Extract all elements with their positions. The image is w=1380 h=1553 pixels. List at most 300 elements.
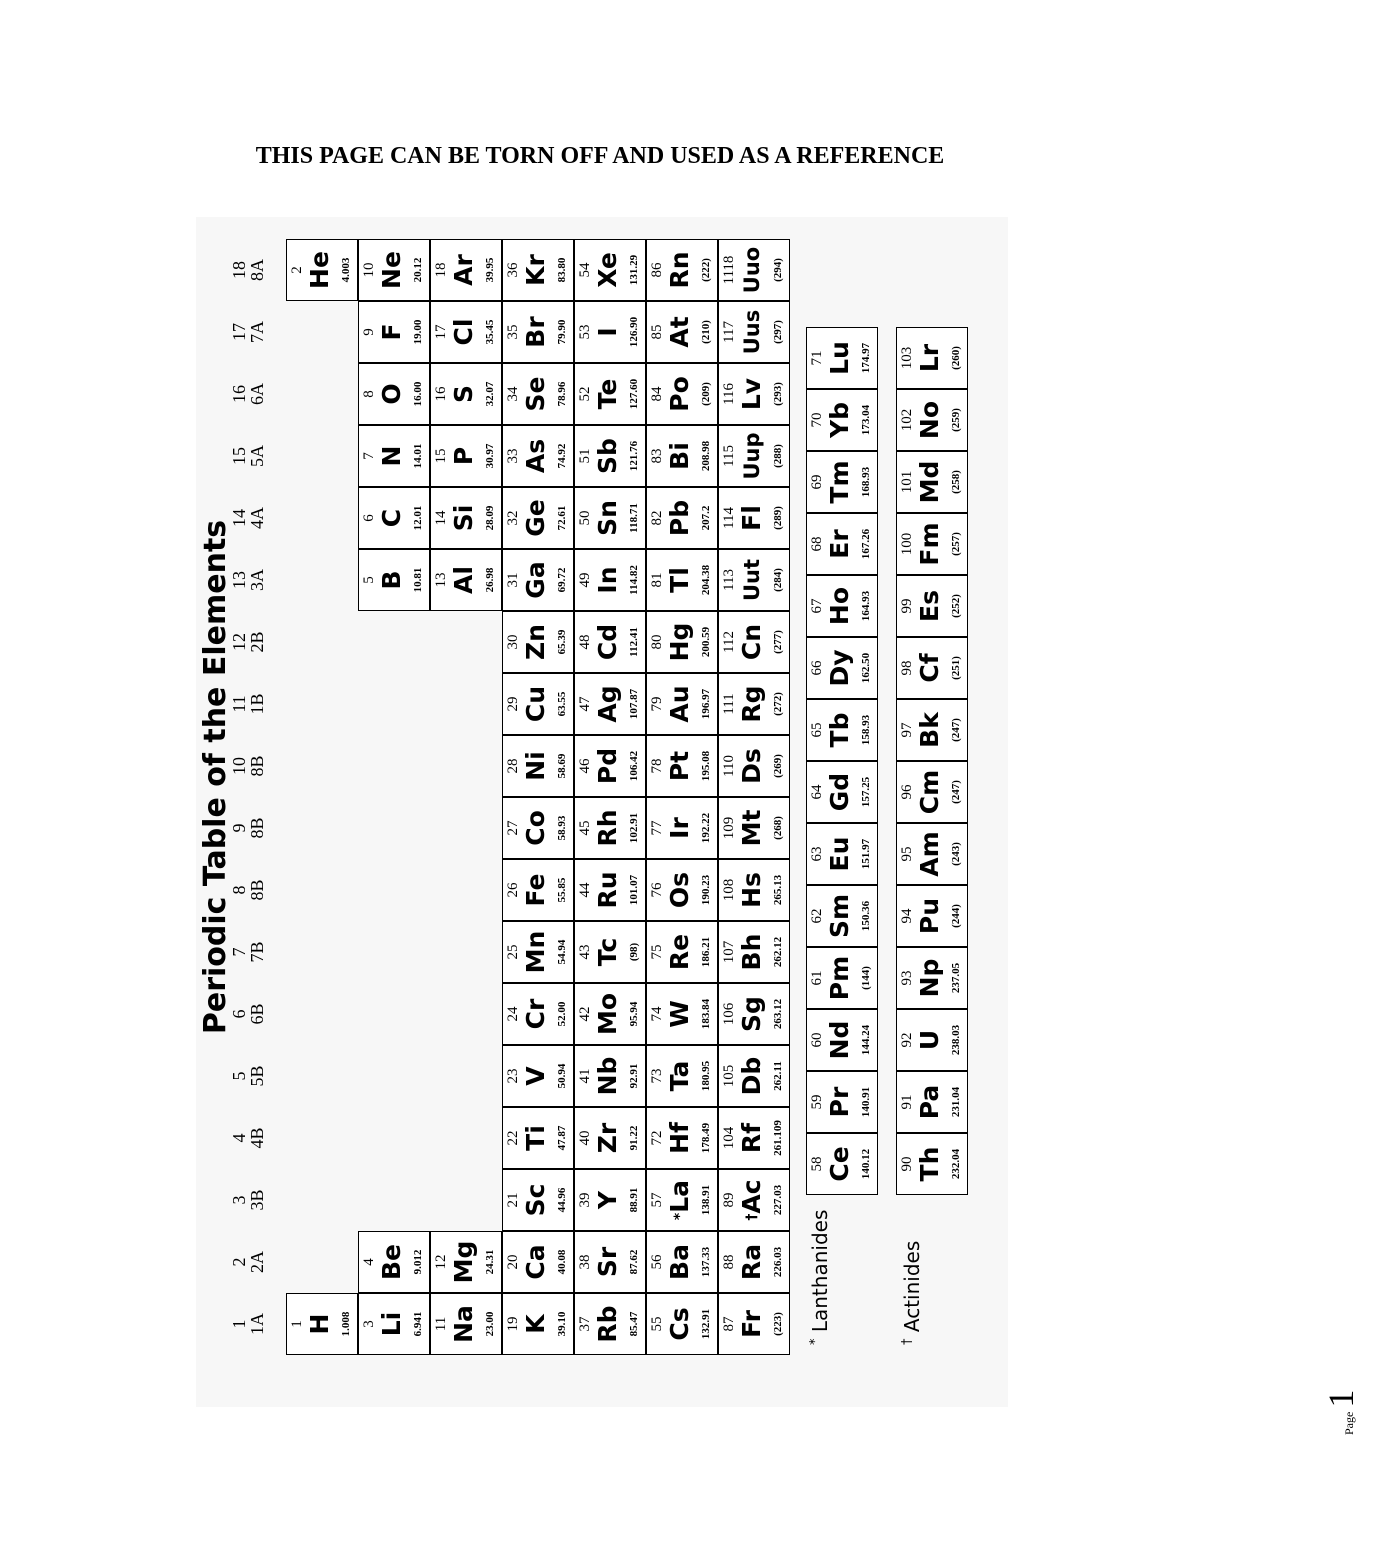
atomic-mass: 126.90 (628, 316, 640, 348)
element-symbol (521, 860, 551, 920)
element-symbol-text: Mo (593, 992, 622, 1036)
element-cell (806, 513, 878, 575)
element-cell (896, 1071, 968, 1133)
atomic-number: 40 (577, 1130, 593, 1146)
atomic-number: 99 (899, 598, 915, 614)
atomic-mass: 92.91 (628, 1063, 640, 1089)
group-label: 2A (247, 1251, 267, 1273)
atomic-mass: 85.47 (628, 1311, 640, 1337)
atomic-mass: 174.97 (860, 342, 872, 374)
element-symbol (737, 674, 767, 734)
atomic-number: 7 (361, 452, 377, 460)
atomic-number: 71 (809, 350, 825, 366)
element-cell (502, 983, 574, 1045)
atomic-mass: 30.97 (484, 443, 496, 469)
element-cell (574, 611, 646, 673)
atomic-number: 53 (577, 324, 593, 340)
group-header (230, 1231, 266, 1293)
element-cell (574, 425, 646, 487)
element-symbol-text: Ir (665, 817, 694, 839)
atomic-number: 95 (899, 846, 915, 862)
atomic-mass: 58.69 (556, 753, 568, 779)
element-symbol-text: Ar (449, 254, 478, 286)
element-symbol (593, 612, 623, 672)
element-symbol (915, 886, 945, 946)
group-header (230, 1293, 266, 1355)
element-symbol (915, 1072, 945, 1132)
element-cell (718, 797, 790, 859)
element-symbol-text: Rg (737, 685, 766, 723)
group-label: 1A (247, 1313, 267, 1335)
atomic-mass: 226.03 (772, 1246, 784, 1278)
atomic-number: 12 (433, 1254, 449, 1270)
element-symbol-text: As (521, 438, 550, 474)
atomic-number: 38 (577, 1254, 593, 1270)
element-symbol-text: At (665, 316, 694, 348)
element-cell (502, 1107, 574, 1169)
atomic-mass: 140.91 (860, 1086, 872, 1118)
element-symbol-text: Os (665, 871, 694, 909)
element-symbol-text: Cm (915, 769, 944, 815)
element-cell (718, 983, 790, 1045)
element-symbol-text: Pm (825, 955, 854, 1001)
group-label: 8B (247, 817, 267, 839)
element-cell (718, 239, 790, 301)
element-symbol (521, 798, 551, 858)
element-cell (574, 735, 646, 797)
atomic-number: 4 (361, 1258, 377, 1266)
atomic-number: 39 (577, 1192, 593, 1208)
element-cell (502, 1169, 574, 1231)
element-symbol (521, 364, 551, 424)
element-symbol-text: Rf (737, 1122, 766, 1154)
element-symbol-text: Mt (737, 809, 766, 847)
group-number: 16 (229, 385, 249, 403)
atomic-number: 56 (649, 1254, 665, 1270)
atomic-number: 44 (577, 882, 593, 898)
element-symbol (665, 674, 695, 734)
series-marker: † (744, 1213, 760, 1221)
element-cell (646, 921, 718, 983)
atomic-mass: (269) (772, 754, 784, 778)
atomic-mass: (260) (950, 346, 962, 370)
element-cell (430, 425, 502, 487)
element-symbol-text: Uuo (740, 246, 764, 294)
atomic-number: 49 (577, 572, 593, 588)
group-number: 3 (229, 1195, 249, 1205)
atomic-number: 115 (721, 445, 737, 467)
element-symbol (377, 426, 407, 486)
atomic-number: 26 (505, 882, 521, 898)
element-cell (574, 487, 646, 549)
atomic-number: 21 (505, 1192, 521, 1208)
element-cell (358, 239, 430, 301)
element-cell (646, 983, 718, 1045)
atomic-number: 23 (505, 1068, 521, 1084)
element-symbol-text: Hs (737, 872, 766, 908)
element-symbol-text: Rn (665, 251, 694, 289)
atomic-mass: 158.93 (860, 714, 872, 746)
element-cell (286, 239, 358, 301)
element-symbol-text: Ru (593, 871, 622, 909)
atomic-number: 109 (721, 816, 737, 840)
element-symbol (593, 302, 623, 362)
atomic-number: 13 (433, 572, 449, 588)
atomic-number: 61 (809, 970, 825, 986)
element-cell (502, 859, 574, 921)
element-cell (646, 301, 718, 363)
atomic-number: 81 (649, 572, 665, 588)
atomic-mass: 14.01 (412, 443, 424, 469)
group-label: 3B (247, 1189, 267, 1211)
atomic-mass: 55.85 (556, 877, 568, 903)
element-symbol-text: Sb (593, 438, 622, 474)
element-cell (502, 1045, 574, 1107)
group-label: 8A (247, 259, 267, 281)
element-symbol (665, 1294, 695, 1354)
atomic-number: 75 (649, 944, 665, 960)
element-symbol (665, 612, 695, 672)
element-symbol-text: Se (521, 376, 550, 412)
element-cell (502, 301, 574, 363)
element-symbol (449, 364, 479, 424)
actinides-label-text: Actinides (900, 1240, 924, 1333)
group-header (230, 983, 266, 1045)
atomic-mass: 180.95 (700, 1060, 712, 1092)
element-symbol-text: Uup (740, 432, 764, 480)
element-symbol-text: Lr (915, 343, 944, 373)
element-cell (574, 1169, 646, 1231)
atomic-mass: 167.26 (860, 528, 872, 560)
element-symbol (825, 514, 855, 574)
element-cell (574, 239, 646, 301)
element-cell (574, 301, 646, 363)
atomic-number: 93 (899, 970, 915, 986)
element-cell (574, 921, 646, 983)
atomic-mass: 238.03 (950, 1024, 962, 1056)
atomic-mass: 132.91 (700, 1308, 712, 1340)
atomic-number: 37 (577, 1316, 593, 1332)
element-symbol-text: Cd (593, 623, 622, 661)
element-symbol (825, 390, 855, 450)
element-cell (806, 575, 878, 637)
atomic-mass: 19.00 (412, 319, 424, 345)
atomic-number: 72 (649, 1130, 665, 1146)
element-symbol-text: Fr (737, 1310, 766, 1338)
element-cell (718, 549, 790, 611)
atomic-number: 43 (577, 944, 593, 960)
element-symbol-text: Xe (593, 252, 622, 288)
atomic-number: 106 (721, 1002, 737, 1026)
element-symbol-text: No (915, 400, 944, 440)
atomic-number: 22 (505, 1130, 521, 1146)
element-symbol (915, 328, 945, 388)
element-cell (646, 1169, 718, 1231)
atomic-number: 113 (721, 569, 737, 591)
element-cell (430, 549, 502, 611)
element-cell (718, 673, 790, 735)
element-cell (502, 797, 574, 859)
element-cell (646, 673, 718, 735)
atomic-number: 20 (505, 1254, 521, 1270)
atomic-mass: 88.91 (628, 1187, 640, 1213)
atomic-mass: 261.109 (772, 1120, 784, 1156)
element-symbol-text: Zr (593, 1122, 622, 1154)
atomic-mass: 131.29 (628, 254, 640, 286)
atomic-number: 96 (899, 784, 915, 800)
element-symbol (825, 1010, 855, 1070)
atomic-number: 116 (721, 383, 737, 405)
element-symbol (665, 798, 695, 858)
atomic-mass: 23.00 (484, 1311, 496, 1337)
element-cell (646, 425, 718, 487)
atomic-mass: 121.76 (628, 440, 640, 472)
element-symbol-text: V (521, 1066, 550, 1086)
group-label: 2B (247, 631, 267, 653)
element-symbol (377, 302, 407, 362)
atomic-number: 68 (809, 536, 825, 552)
atomic-number: 69 (809, 474, 825, 490)
element-symbol-text: Am (915, 831, 944, 877)
element-symbol (915, 514, 945, 574)
element-symbol-text: Hf (665, 1122, 694, 1154)
atomic-number: 36 (505, 262, 521, 278)
atomic-mass: (257) (950, 532, 962, 556)
atomic-mass: 24.31 (484, 1249, 496, 1275)
page-word: Page (1342, 1411, 1356, 1435)
element-symbol (521, 1170, 551, 1230)
element-symbol (915, 576, 945, 636)
element-symbol-text: Er (825, 529, 854, 559)
element-cell (718, 921, 790, 983)
group-number: 9 (229, 823, 249, 833)
element-symbol-text: Fe (521, 873, 550, 907)
group-label: 6B (247, 1003, 267, 1025)
element-symbol-text: Pd (593, 747, 622, 785)
element-symbol-text: Ds (737, 748, 766, 784)
atomic-mass: 58.93 (556, 815, 568, 841)
atomic-mass: (98) (628, 942, 640, 962)
atomic-mass: 231.04 (950, 1086, 962, 1118)
element-symbol (377, 364, 407, 424)
atomic-mass: 1.008 (340, 1311, 352, 1337)
atomic-number: 5 (361, 576, 377, 584)
atomic-number: 114 (721, 507, 737, 529)
atomic-number: 8 (361, 390, 377, 398)
element-symbol-text: Be (377, 1244, 406, 1281)
atomic-number: 24 (505, 1006, 521, 1022)
atomic-number: 10 (361, 262, 377, 278)
element-cell (718, 487, 790, 549)
atomic-mass: 204.38 (700, 564, 712, 596)
element-symbol-text: Au (665, 685, 694, 723)
atomic-number: 16 (433, 386, 449, 402)
atomic-number: 6 (361, 514, 377, 522)
atomic-mass: 20.12 (412, 257, 424, 283)
group-label: 4A (247, 507, 267, 529)
atomic-mass: 39.10 (556, 1311, 568, 1337)
atomic-mass: (252) (950, 594, 962, 618)
element-symbol (521, 922, 551, 982)
element-symbol-text: Np (915, 958, 944, 998)
element-cell (806, 1133, 878, 1195)
atomic-number: 74 (649, 1006, 665, 1022)
atomic-number: 52 (577, 386, 593, 402)
atomic-number: 27 (505, 820, 521, 836)
atomic-number: 78 (649, 758, 665, 774)
element-cell (574, 549, 646, 611)
group-number: 5 (229, 1071, 249, 1081)
element-symbol (665, 1232, 695, 1292)
element-symbol-text: Kr (521, 254, 550, 286)
group-header (230, 301, 266, 363)
atomic-mass: 157.25 (860, 776, 872, 808)
atomic-number: 84 (649, 386, 665, 402)
element-cell (502, 921, 574, 983)
element-cell (806, 1009, 878, 1071)
group-header (230, 735, 266, 797)
group-number: 13 (229, 571, 249, 589)
element-cell (896, 637, 968, 699)
atomic-mass: 40.08 (556, 1249, 568, 1275)
atomic-number: 91 (899, 1094, 915, 1110)
atomic-number: 46 (577, 758, 593, 774)
atomic-mass: (243) (950, 842, 962, 866)
atomic-mass: 47.87 (556, 1125, 568, 1151)
element-cell (806, 637, 878, 699)
atomic-number: 94 (899, 908, 915, 924)
element-symbol-text: Es (915, 590, 944, 622)
element-symbol-text: In (593, 566, 622, 594)
element-symbol-text: Li (377, 1311, 406, 1337)
atomic-mass: (259) (950, 408, 962, 432)
group-header (230, 859, 266, 921)
element-symbol (449, 550, 479, 610)
element-cell (646, 549, 718, 611)
element-symbol (521, 550, 551, 610)
element-symbol (665, 1046, 695, 1106)
element-symbol (665, 860, 695, 920)
atomic-mass: 237.05 (950, 962, 962, 994)
element-symbol-text: Po (665, 376, 694, 412)
element-symbol-text: Nd (825, 1020, 854, 1060)
element-cell (358, 1293, 430, 1355)
element-symbol-text: K (521, 1314, 550, 1334)
atomic-mass: 83.80 (556, 257, 568, 283)
element-cell (646, 487, 718, 549)
element-cell (358, 301, 430, 363)
element-cell (646, 1107, 718, 1169)
atomic-number: 90 (899, 1156, 915, 1172)
element-symbol (593, 674, 623, 734)
element-cell (358, 487, 430, 549)
element-symbol (521, 674, 551, 734)
element-cell (646, 1045, 718, 1107)
group-header (230, 797, 266, 859)
element-cell (896, 389, 968, 451)
element-cell (646, 239, 718, 301)
atomic-number: 29 (505, 696, 521, 712)
group-number: 10 (229, 757, 249, 775)
atomic-number: 47 (577, 696, 593, 712)
atomic-mass: (247) (950, 780, 962, 804)
element-symbol (521, 612, 551, 672)
element-symbol (521, 736, 551, 796)
atomic-mass: 6.941 (412, 1311, 424, 1337)
element-symbol (737, 860, 767, 920)
atomic-mass: 138.91 (700, 1184, 712, 1216)
atomic-number: 65 (809, 722, 825, 738)
element-cell (646, 363, 718, 425)
element-cell (574, 363, 646, 425)
element-symbol (915, 390, 945, 450)
group-number: 7 (229, 947, 249, 957)
element-symbol-text: Nb (593, 1056, 622, 1096)
atomic-mass: (210) (700, 320, 712, 344)
atomic-mass: 39.95 (484, 257, 496, 283)
element-symbol (521, 1232, 551, 1292)
atomic-number: 14 (433, 510, 449, 526)
atomic-mass: 50.94 (556, 1063, 568, 1089)
atomic-mass: 10.81 (412, 567, 424, 593)
element-symbol (665, 736, 695, 796)
atomic-number: 64 (809, 784, 825, 800)
element-symbol (737, 1108, 767, 1168)
atomic-mass: 263.12 (772, 998, 784, 1030)
element-symbol (665, 302, 695, 362)
element-symbol (593, 798, 623, 858)
element-symbol (825, 1072, 855, 1132)
group-header (230, 549, 266, 611)
element-symbol-text: Na (449, 1305, 478, 1343)
element-symbol-text: B (377, 570, 406, 590)
element-symbol (593, 550, 623, 610)
element-cell (896, 575, 968, 637)
atomic-number: 51 (577, 448, 593, 464)
element-symbol-text: Cs (665, 1307, 694, 1341)
element-symbol (593, 984, 623, 1044)
atomic-number: 55 (649, 1316, 665, 1332)
atomic-number: 15 (433, 448, 449, 464)
atomic-number: 76 (649, 882, 665, 898)
atomic-number: 108 (721, 878, 737, 902)
element-symbol (737, 984, 767, 1044)
element-symbol (737, 550, 767, 610)
actinides-label (900, 1241, 924, 1345)
atomic-number: 103 (899, 346, 915, 370)
atomic-mass: 35.45 (484, 319, 496, 345)
element-cell (718, 301, 790, 363)
element-cell (806, 947, 878, 1009)
atomic-number: 67 (809, 598, 825, 614)
atomic-number: 89 (721, 1192, 737, 1208)
element-symbol (521, 488, 551, 548)
element-symbol-text: Dy (825, 649, 854, 687)
atomic-mass: 183.84 (700, 998, 712, 1030)
element-symbol-text: Pr (825, 1086, 854, 1118)
atomic-number: 112 (721, 631, 737, 653)
atomic-mass: (247) (950, 718, 962, 742)
element-symbol (915, 638, 945, 698)
element-symbol-text: Tl (665, 567, 694, 593)
element-cell (646, 797, 718, 859)
group-number: 8 (229, 885, 249, 895)
element-symbol-text: U (915, 1029, 944, 1051)
atomic-number: 25 (505, 944, 521, 960)
element-cell (718, 363, 790, 425)
element-cell (502, 239, 574, 301)
element-cell (806, 1071, 878, 1133)
